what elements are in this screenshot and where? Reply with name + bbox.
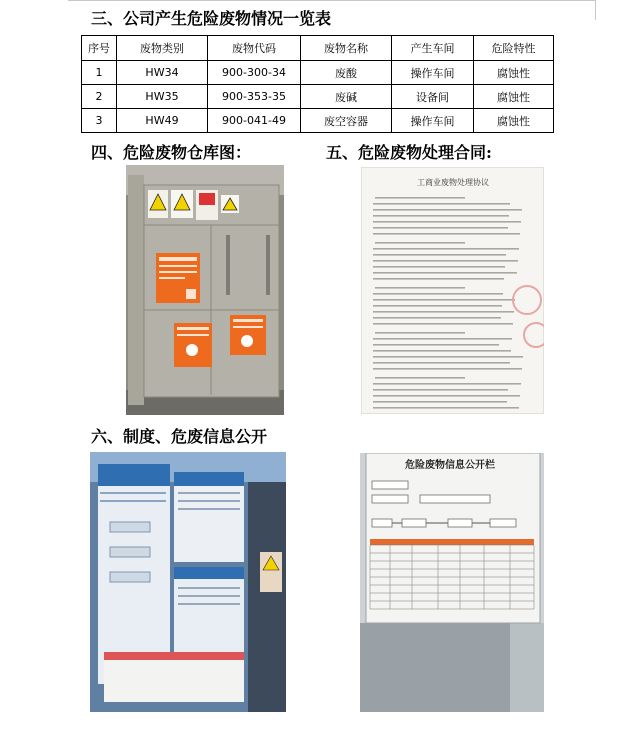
contract-text-line xyxy=(375,332,465,334)
column-header: 废物代码 xyxy=(208,36,301,61)
contract-text-line xyxy=(373,362,510,364)
contract-text-line xyxy=(373,368,522,370)
info-board-photo xyxy=(360,453,544,712)
contract-photo xyxy=(361,167,544,414)
section-title-disclosure: 六、制度、危废信息公开 xyxy=(91,427,268,446)
table-cell: 900-353-35 xyxy=(208,85,301,109)
header-rule xyxy=(68,0,595,1)
contract-text-line xyxy=(373,254,506,256)
contract-text-line xyxy=(373,350,511,352)
section-title-warehouse: 四、危险废物仓库图： xyxy=(91,143,252,162)
warehouse-photo xyxy=(126,165,284,415)
contract-text-line xyxy=(373,389,508,391)
contract-text-line xyxy=(373,260,518,262)
table-cell: 设备间 xyxy=(392,85,474,109)
table-cell: 废碱 xyxy=(301,85,392,109)
column-header: 废物类别 xyxy=(117,36,208,61)
column-header: 危险特性 xyxy=(474,36,554,61)
contract-text-line xyxy=(373,323,513,325)
column-header: 废物名称 xyxy=(301,36,392,61)
table-cell: HW34 xyxy=(117,61,208,85)
table-cell: 3 xyxy=(82,109,117,133)
contract-text-line xyxy=(373,272,517,274)
contract-text-line xyxy=(373,305,502,307)
table-cell: HW35 xyxy=(117,85,208,109)
waste-table xyxy=(81,35,554,133)
contract-text-line xyxy=(373,317,501,319)
contract-text-line xyxy=(373,338,512,340)
contract-text-line xyxy=(373,407,519,409)
contract-text-line xyxy=(373,311,514,313)
contract-text-line xyxy=(373,344,499,346)
contract-text-line xyxy=(373,383,521,385)
table-cell: 腐蚀性 xyxy=(474,61,554,85)
table-cell: 腐蚀性 xyxy=(474,109,554,133)
table-header-row xyxy=(82,36,554,61)
table-row xyxy=(82,85,554,109)
column-header: 产生车间 xyxy=(392,36,474,61)
contract-text-line xyxy=(375,377,465,379)
table-cell: 900-041-49 xyxy=(208,109,301,133)
contract-text-line xyxy=(373,401,507,403)
contract-text-line xyxy=(375,287,465,289)
contract-title: 工商业废物处理协议 xyxy=(417,178,489,187)
table-cell: 操作车间 xyxy=(392,109,474,133)
section-title-waste-table: 三、公司产生危险废物情况一览表 xyxy=(91,9,332,28)
contract-text-line xyxy=(373,203,510,205)
regulations-photo xyxy=(90,452,286,712)
table-cell: 腐蚀性 xyxy=(474,85,554,109)
table-cell: 2 xyxy=(82,85,117,109)
contract-text-line xyxy=(375,197,465,199)
table-cell: 900-300-34 xyxy=(208,61,301,85)
contract-text-line xyxy=(373,215,509,217)
table-cell: 1 xyxy=(82,61,117,85)
table-cell: 废空容器 xyxy=(301,109,392,133)
contract-text-line xyxy=(373,299,515,301)
board-title: 危险废物信息公开栏 xyxy=(405,460,495,471)
contract-text-line xyxy=(373,221,521,223)
margin-rule xyxy=(595,0,596,20)
table-row xyxy=(82,109,554,133)
contract-text-line xyxy=(373,233,520,235)
contract-text-line xyxy=(373,356,523,358)
table-row xyxy=(82,61,554,85)
contract-text-line xyxy=(373,395,520,397)
table-cell: 操作车间 xyxy=(392,61,474,85)
contract-text-line xyxy=(373,209,522,211)
table-cell: 废酸 xyxy=(301,61,392,85)
column-header: 序号 xyxy=(82,36,117,61)
contract-text-line xyxy=(373,266,505,268)
section-title-contract: 五、危险废物处理合同: xyxy=(326,143,492,162)
contract-text-line xyxy=(373,248,519,250)
contract-text-line xyxy=(373,227,508,229)
contract-text-line xyxy=(373,293,503,295)
contract-text-line xyxy=(373,278,504,280)
table-cell: HW49 xyxy=(117,109,208,133)
contract-text-line xyxy=(375,242,465,244)
